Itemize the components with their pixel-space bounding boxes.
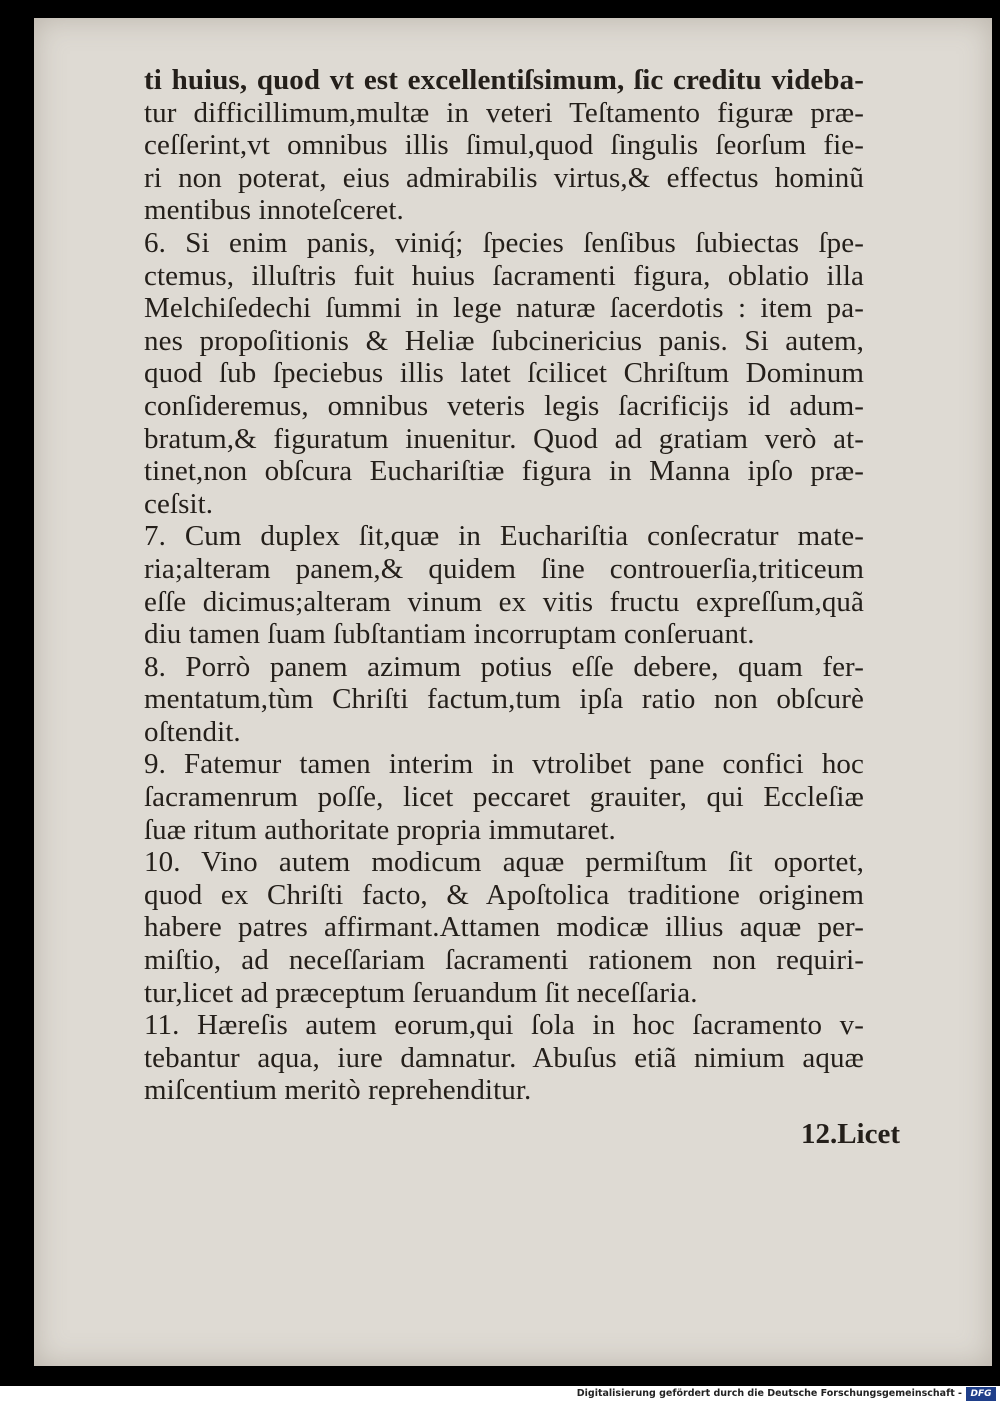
text-line: tur,licet ad præceptum ſeruandum ſit neceſſaria.: [144, 976, 698, 1009]
text-line: tur difficillimum,multæ in veteri Teſtamento figuræ præ-: [144, 96, 864, 129]
text-line: 11. Hæreſis autem eorum,qui ſola in hoc ſacramento v-: [144, 1009, 864, 1042]
text-line: 10. Vino autem modicum aquæ permiſtum ſit oportet,: [144, 846, 864, 879]
text-line: ti huius, quod vt est excellentiſsimum, ſic creditu videba-: [144, 64, 864, 96]
text-line: ſacramenrum poſſe, licet peccaret grauiter, qui Eccleſiæ: [144, 781, 864, 814]
text-line: 8. Porrò panem azimum potius eſſe debere, quam fer-: [144, 650, 864, 683]
text-line: ctemus, illuſtris fuit huius ſacramenti figura, oblatio illa: [144, 259, 864, 292]
text-line: tinet,non obſcura Euchariſtiæ figura in Manna ipſo præ-: [144, 455, 864, 488]
text-line: diu tamen ſuam ſubſtantiam incorruptam conſeruant.: [144, 618, 755, 651]
footer-bar: [0, 1386, 1000, 1404]
text-line: 9. Fatemur tamen interim in vtrolibet pane confici hoc: [144, 748, 864, 781]
text-line: ria;alteram panem,& quidem ſine controuerſia,triticeum: [144, 552, 864, 585]
catchword: 12.Licet: [800, 1118, 900, 1150]
text-line: tebantur aqua, iure damnatur. Abuſus etiã nimium aquæ: [144, 1041, 864, 1074]
dfg-logo: DFG: [966, 1387, 996, 1401]
text-line: ri non poterat, eius admirabilis virtus,& effectus hominũ: [144, 161, 864, 194]
text-line: miſcentium meritò reprehenditur.: [144, 1074, 532, 1107]
text-line: oſtendit.: [144, 715, 241, 748]
text-line: conſideremus, omnibus veteris legis ſacrificijs id adum-: [144, 389, 864, 422]
text-line: miſtio, ad neceſſariam ſacramenti rationem non requiri-: [144, 944, 864, 977]
text-line: habere patres affirmant.Attamen modicæ illius aquæ per-: [144, 911, 864, 944]
text-line: mentibus innoteſceret.: [144, 194, 404, 227]
text-line: mentatum,tùm Chriſti factum,tum ipſa ratio non obſcurè: [144, 683, 864, 716]
text-line: quod ex Chriſti facto, & Apoſtolica traditione originem: [144, 878, 864, 911]
text-line: 7. Cum duplex ſit,quæ in Euchariſtia conſecratur mate-: [144, 520, 864, 553]
text-line: ceſſerint,vt omnibus illis ſimul,quod ſingulis ſeorſum fie-: [144, 129, 864, 162]
body-text: [144, 64, 864, 1107]
text-line: eſſe dicimus;alteram vinum ex vitis fructu expreſſum,quã: [144, 585, 864, 618]
text-line: Melchiſedechi ſummi in lege naturæ ſacerdotis : item pa-: [144, 292, 864, 325]
text-line: quod ſub ſpeciebus illis latet ſcilicet Chriſtum Dominum: [144, 357, 864, 390]
text-line: ceſsit.: [144, 487, 214, 520]
text-line: nes propoſitionis & Heliæ ſubcinericius panis. Si autem,: [144, 324, 864, 357]
text-line: ſuæ ritum authoritate propria immutaret.: [144, 813, 616, 846]
text-line: bratum,& figuratum inuenitur. Quod ad gratiam verò at-: [144, 422, 864, 455]
funding-credit: Digitalisierung gefördert durch die Deutsche Forschungsgemeinschaft -: [576, 1388, 962, 1399]
text-line: 6. Si enim panis, viniq́; ſpecies ſenſibus ſubiectas ſpe-: [144, 226, 864, 259]
